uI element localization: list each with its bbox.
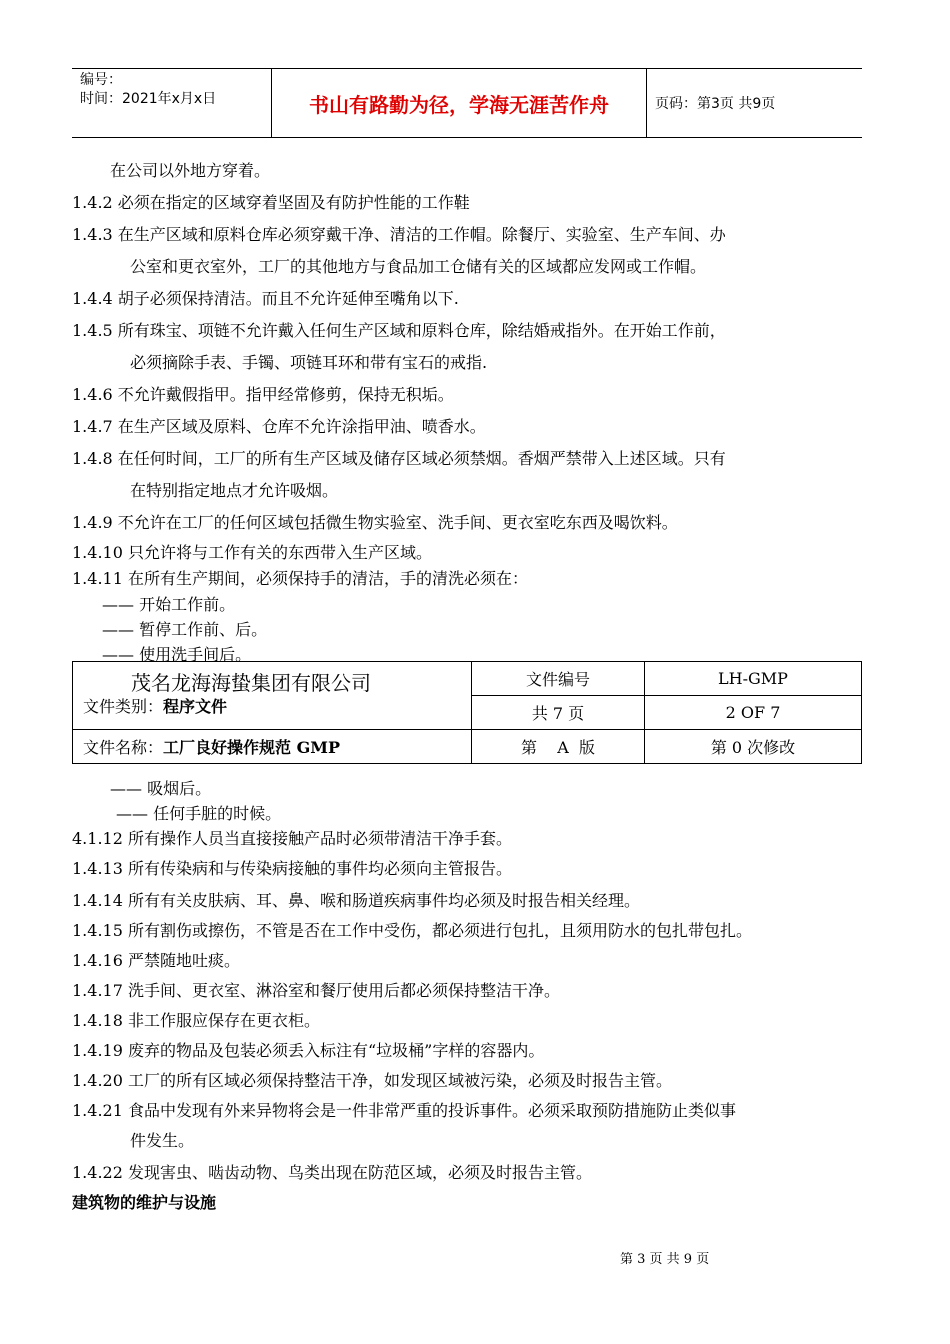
doc-name-cell [73,730,472,764]
header-motto: 书山有路勤为径，学海无涯苦作舟 [272,69,647,137]
revision: 第 0 次修改 [645,730,862,764]
paragraph-line: 1.4.21 食品中发现有外来异物将会是一件非常严重的投诉事件。必须采取预防措施防止类似事 [72,1101,736,1120]
company-name: 茂名龙海海蛰集团有限公司 [131,671,371,695]
paragraph-line: 1.4.2 必须在指定的区域穿着坚固及有防护性能的工作鞋 [72,193,470,212]
section-heading: 建筑物的维护与设施 [72,1193,217,1212]
paragraph-line: 公室和更衣室外，工厂的其他地方与食品加工仓储有关的区域都应发网或工作帽。 [130,257,707,276]
total-pages: 共 7 页 [472,696,645,730]
paragraph-line: 1.4.8 在任何时间，工厂的所有生产区域及储存区域必须禁烟。香烟严禁带入上述区域。只有 [72,449,726,468]
paragraph-line: 4.1.12 所有操作人员当直接接触产品时必须带清洁干净手套。 [72,829,512,848]
paragraph-line: 1.4.7 在生产区域及原料、仓库不允许涂指甲油、喷香水。 [72,417,486,436]
paragraph-line: 1.4.4 胡子必须保持清洁。而且不允许延伸至嘴角以下. [72,289,459,308]
doc-category [73,696,471,718]
paragraph-line: 1.4.5 所有珠宝、项链不允许戴入任何生产区域和原料仓库，除结婚戒指外。在开始工作前， [72,321,726,340]
paragraph-line: 1.4.14 所有有关皮肤病、耳、鼻、喉和肠道疾病事件均必须及时报告相关经理。 [72,891,640,910]
list-item: —— 使用洗手间后。 [102,645,252,664]
doc-category-value: 程序文件 [163,697,228,716]
paragraph-line: 1.4.9 不允许在工厂的任何区域包括微生物实验室、洗手间、更衣室吃东西及喝饮料。 [72,513,678,532]
doc-no-value: LH-GMP [645,662,862,696]
list-item: —— 吸烟后。 [110,779,212,798]
paragraph-line: 1.4.13 所有传染病和与传染病接触的事件均必须向主管报告。 [72,859,512,878]
doc-number-label: 编号： [80,72,122,88]
paragraph-line: 1.4.10 只允许将与工作有关的东西带入生产区域。 [72,543,432,562]
header-meta [72,69,272,137]
page-of: 2 OF 7 [645,696,862,730]
paragraph-line: 1.4.20 工厂的所有区域必须保持整洁干净，如发现区域被污染，必须及时报告主管。 [72,1071,672,1090]
company-cell [73,662,472,730]
paragraph-line: 在公司以外地方穿着。 [110,161,271,180]
paragraph-line: 1.4.22 发现害虫、啮齿动物、鸟类出现在防范区域，必须及时报告主管。 [72,1163,592,1182]
paragraph-line: 1.4.11 在所有生产期间，必须保持手的清洁，手的清洗必须在： [72,569,528,588]
version: 第 A 版 [472,730,645,764]
document-info-table [72,661,862,764]
page-header [72,68,862,138]
header-page-info: 页码：第3页 共9页 [655,96,776,112]
paragraph-line: 1.4.6 不允许戴假指甲。指甲经常修剪，保持无积垢。 [72,385,454,404]
list-item: —— 开始工作前。 [102,595,236,614]
page-footer: 第 3 页 共 9 页 [620,1252,710,1267]
list-item: —— 暂停工作前、后。 [102,620,268,639]
paragraph-line: 1.4.18 非工作服应保存在更衣柜。 [72,1011,320,1030]
paragraph-line: 在特别指定地点才允许吸烟。 [130,481,339,500]
paragraph-line: 1.4.17 洗手间、更衣室、淋浴室和餐厅使用后都必须保持整洁干净。 [72,981,560,1000]
doc-time-label: 时间：2021年x月x日 [80,91,217,107]
paragraph-line: 1.4.3 在生产区域和原料仓库必须穿戴干净、清洁的工作帽。除餐厅、实验室、生产车间、办 [72,225,726,244]
doc-no-label: 文件编号 [472,662,645,696]
doc-name-value: 工厂良好操作规范 GMP [163,738,340,757]
doc-name-label: 文件名称： [83,738,164,757]
list-item: —— 任何手脏的时候。 [116,804,282,823]
doc-category-label: 文件类别： [83,697,164,716]
paragraph-line: 1.4.15 所有割伤或擦伤，不管是否在工作中受伤，都必须进行包扎，且须用防水的包扎带包扎。 [72,921,752,940]
paragraph-line: 1.4.16 严禁随地吐痰。 [72,951,240,970]
paragraph-line: 件发生。 [130,1131,195,1150]
paragraph-line: 1.4.19 废弃的物品及包装必须丢入标注有“垃圾桶”字样的容器内。 [72,1041,545,1060]
paragraph-line: 必须摘除手表、手镯、项链耳环和带有宝石的戒指. [130,353,488,372]
